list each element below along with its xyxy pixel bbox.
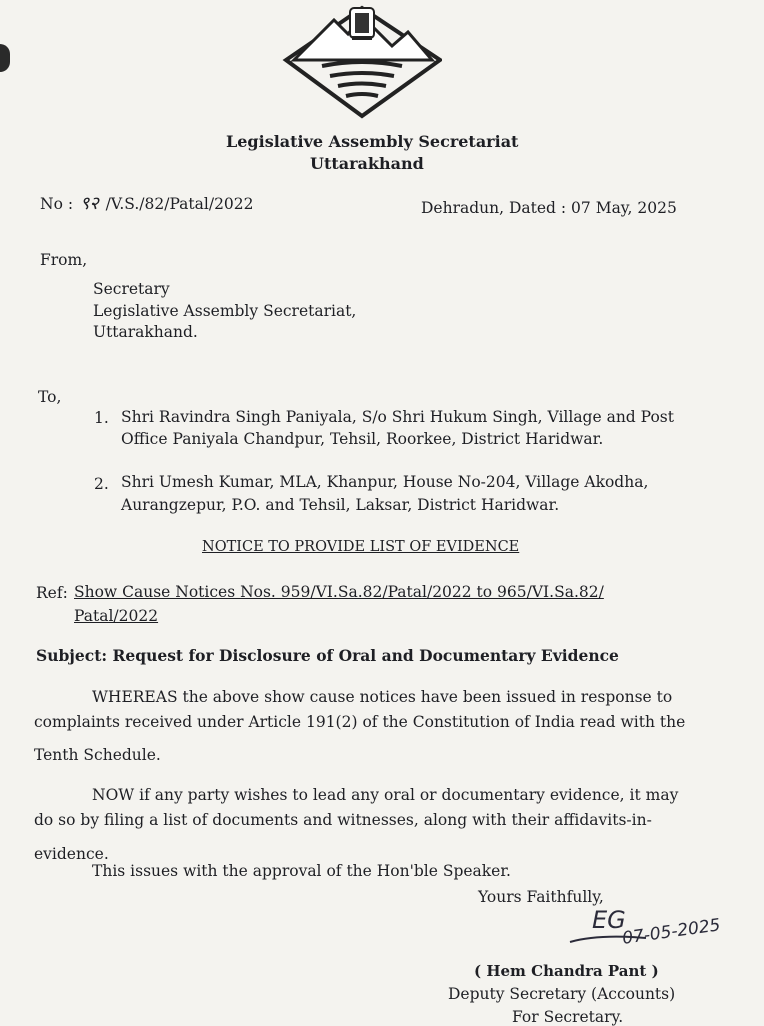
org-name-line2: Uttarakhand bbox=[310, 154, 424, 173]
paragraph-1-line-3: Tenth Schedule. bbox=[34, 746, 161, 764]
place-and-date: Dehradun, Dated : 07 May, 2025 bbox=[421, 199, 677, 217]
paragraph-1-line-1: WHEREAS the above show cause notices have been issued in response to bbox=[92, 688, 673, 706]
paragraph-2-line-1: NOW if any party wishes to lead any oral or documentary evidence, it may bbox=[92, 786, 679, 804]
from-line-1: Secretary bbox=[93, 280, 170, 298]
paragraph-3: This issues with the approval of the Hon'ble Speaker. bbox=[92, 862, 511, 880]
signature-date: 07-05-2025 bbox=[621, 915, 722, 949]
signature-initials: EG bbox=[592, 906, 626, 934]
ref-line-2: Patal/2022 bbox=[74, 607, 159, 625]
recipient-1-line-1: Shri Ravindra Singh Paniyala, S/o Shri Hukum Singh, Village and Post bbox=[121, 408, 674, 426]
to-label: To, bbox=[38, 388, 62, 406]
ref-line-1: Show Cause Notices Nos. 959/VI.Sa.82/Patal/2022 to 965/VI.Sa.82/ bbox=[74, 583, 604, 601]
from-label: From, bbox=[40, 251, 88, 269]
recipient-2-line-2: Aurangzepur, P.O. and Tehsil, Laksar, District Haridwar. bbox=[121, 496, 560, 514]
paragraph-2-line-3: evidence. bbox=[34, 845, 109, 863]
recipient-2-line-1: Shri Umesh Kumar, MLA, Khanpur, House No-204, Village Akodha, bbox=[121, 473, 649, 491]
paragraph-1-line-2: complaints received under Article 191(2) of the Constitution of India read with the bbox=[34, 713, 686, 731]
subject-line: Subject: Request for Disclosure of Oral and Documentary Evidence bbox=[36, 646, 619, 665]
org-name-line1: Legislative Assembly Secretariat bbox=[226, 132, 519, 151]
recipient-2-number: 2. bbox=[94, 475, 109, 493]
no-label: No : bbox=[40, 195, 74, 213]
handwritten-number: ९२ bbox=[79, 193, 99, 214]
no-suffix: /V.S./82/Patal/2022 bbox=[105, 195, 254, 213]
from-line-2: Legislative Assembly Secretariat, bbox=[93, 302, 357, 320]
for-secretary: For Secretary. bbox=[512, 1008, 624, 1026]
paragraph-2-line-2: do so by filing a list of documents and witnesses, along with their affidavits-in- bbox=[34, 811, 652, 829]
signatory-designation: Deputy Secretary (Accounts) bbox=[448, 985, 676, 1003]
ref-label: Ref: bbox=[36, 584, 68, 602]
assembly-emblem-icon bbox=[282, 2, 442, 122]
yours-faithfully: Yours Faithfully, bbox=[478, 888, 604, 906]
recipient-1-number: 1. bbox=[94, 409, 109, 427]
page-edge-shadow bbox=[0, 44, 10, 72]
notice-title: NOTICE TO PROVIDE LIST OF EVIDENCE bbox=[202, 539, 520, 555]
reference-number bbox=[40, 191, 254, 215]
recipient-1-line-2: Office Paniyala Chandpur, Tehsil, Roorkee, District Haridwar. bbox=[121, 430, 604, 448]
signatory-name: ( Hem Chandra Pant ) bbox=[474, 962, 659, 980]
from-line-3: Uttarakhand. bbox=[93, 323, 198, 341]
